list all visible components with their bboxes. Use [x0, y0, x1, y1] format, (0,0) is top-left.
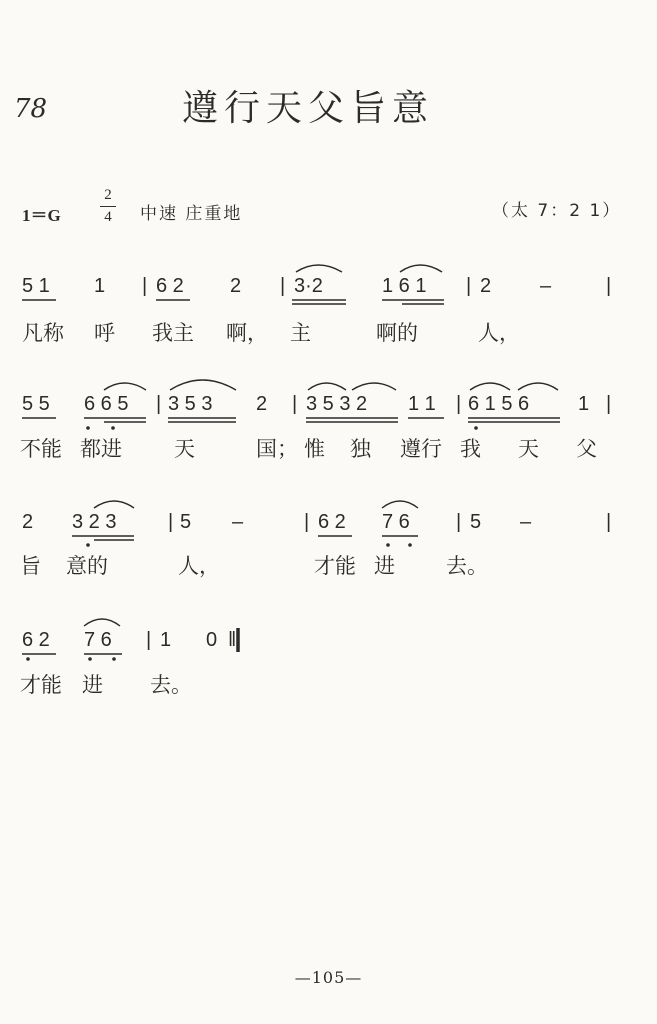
note-group: 3 5 3 — [168, 393, 213, 415]
octave-dot — [386, 543, 390, 547]
note-group: 3 2 3 — [72, 511, 117, 533]
lyric-syllable: 独 — [350, 437, 371, 461]
octave-dot — [112, 657, 116, 661]
time-signature-bottom: 4 — [104, 209, 112, 225]
note-group: 2 — [230, 275, 242, 297]
note-group: 6 2 — [156, 275, 184, 297]
note-group: 6 1 5 6 — [468, 393, 530, 415]
lyric-syllable: 进 — [82, 673, 103, 697]
time-signature-bar — [100, 206, 116, 207]
slur — [400, 265, 442, 272]
slur — [94, 501, 134, 508]
lyric-syllable: 我主 — [152, 321, 194, 345]
slur — [308, 383, 346, 390]
lyric-syllable: 人， — [178, 554, 220, 578]
dash: – — [520, 511, 532, 533]
note-group: 5 1 — [22, 275, 50, 297]
time-signature-top: 2 — [104, 187, 112, 203]
hymn-title: 遵行天父旨意 — [182, 88, 435, 129]
lyric-syllable: 呼 — [94, 321, 115, 345]
octave-dot — [86, 426, 90, 430]
dash: – — [540, 275, 552, 297]
lyric-syllable: 才能 — [20, 673, 62, 697]
barline: | — [292, 393, 298, 415]
lyric-syllable: 天 — [518, 437, 539, 461]
page-number: —105— — [294, 968, 363, 987]
lyric-syllable: 才能 — [314, 554, 356, 578]
octave-dot — [408, 543, 412, 547]
octave-dot — [474, 426, 478, 430]
barline: | — [142, 275, 148, 297]
note-group: 5 — [180, 511, 192, 533]
note-group: 7 6 — [382, 511, 410, 533]
barline: | — [606, 275, 612, 297]
slur — [170, 380, 236, 390]
octave-dot — [86, 543, 90, 547]
note-group: 1 — [94, 275, 106, 297]
final-barline: ‖ — [228, 629, 237, 651]
lyric-syllable: 凡称 — [22, 321, 64, 345]
octave-dot — [88, 657, 92, 661]
barline: | — [146, 629, 152, 651]
note-group: 1 6 1 — [382, 275, 427, 297]
lyric-syllable: 遵行 — [400, 437, 442, 461]
note-group: 6 2 — [318, 511, 346, 533]
note-group: 2 — [256, 393, 268, 415]
note-group: 1 — [578, 393, 590, 415]
barline: | — [606, 393, 612, 415]
lyric-syllable: 主 — [290, 321, 311, 345]
octave-dot — [26, 657, 30, 661]
hymn-number: 78 — [14, 94, 48, 124]
tempo-marking: 中速 庄重地 — [140, 204, 243, 224]
lyric-syllable: 人， — [478, 321, 520, 345]
lyric-syllable: 父 — [576, 437, 597, 461]
note-group: 2 — [22, 511, 34, 533]
note-group: 3·2 — [294, 275, 323, 297]
barline: | — [280, 275, 286, 297]
lyric-syllable: 去。 — [446, 554, 488, 578]
barline: | — [456, 511, 462, 533]
note-group: 6 6 5 — [84, 393, 129, 415]
note-group: 1 1 — [408, 393, 436, 415]
barline: | — [466, 275, 472, 297]
note-group: 2 — [480, 275, 492, 297]
lyric-syllable: 国； — [256, 437, 298, 461]
note-group: 0 — [206, 629, 218, 651]
lyric-syllable: 不能 — [20, 437, 62, 461]
key-signature: 1＝G — [22, 206, 61, 225]
slur — [296, 265, 342, 272]
lyric-syllable: 进 — [374, 554, 395, 578]
lyric-syllable: 旨 — [20, 554, 41, 578]
slur — [382, 501, 418, 508]
scripture-reference: （太 7：2 1） — [492, 201, 622, 221]
lyric-syllable: 天 — [174, 437, 195, 461]
lyric-syllable: 去。 — [150, 673, 192, 697]
note-group: 5 — [470, 511, 482, 533]
slur — [104, 383, 146, 390]
time-signature — [100, 186, 116, 227]
lyric-syllable: 意的 — [66, 554, 108, 578]
lyric-syllable: 我 — [460, 437, 481, 461]
slur — [518, 383, 558, 390]
lyric-syllable: 都进 — [80, 437, 122, 461]
dash: – — [232, 511, 244, 533]
note-group: 6 2 — [22, 629, 50, 651]
octave-dot — [111, 426, 115, 430]
barline: | — [304, 511, 310, 533]
note-group: 1 — [160, 629, 172, 651]
barline: | — [156, 393, 162, 415]
barline: | — [168, 511, 174, 533]
note-group: 7 6 — [84, 629, 112, 651]
barline: | — [456, 393, 462, 415]
lyric-syllable: 啊的 — [376, 321, 418, 345]
barline: | — [606, 511, 612, 533]
lyric-syllable: 啊， — [226, 321, 268, 345]
slur — [470, 383, 510, 390]
lyric-syllable: 惟 — [304, 437, 325, 461]
note-group: 5 5 — [22, 393, 50, 415]
slur — [84, 619, 120, 626]
note-group: 3 5 3 2 — [306, 393, 368, 415]
slur — [352, 383, 396, 390]
